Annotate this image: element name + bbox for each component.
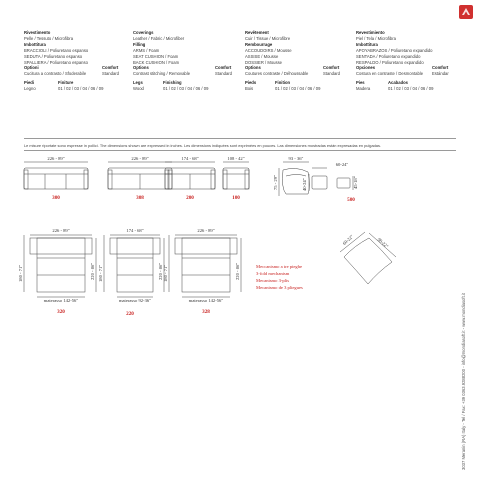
options-title: Opciones [356, 65, 376, 71]
filling-line: APOYABRAZOS / Poliuretano expandido [356, 47, 433, 53]
filling-title: Imbottitura [24, 41, 46, 47]
covering-title: Rivestimento [24, 30, 51, 35]
filling-line: ASSISE / Mousse [245, 53, 279, 59]
width-label: 226 - 89" [131, 156, 149, 161]
sofabed-328-drawing [169, 235, 241, 297]
covering-value: Piel / Tela / Microfibra [356, 35, 396, 41]
mattress-label: materasso 142-56" [188, 298, 224, 303]
open-depth-label: 220 - 86" [235, 262, 240, 280]
mattress-label: materasso 92-36" [118, 298, 152, 303]
sofa-200-drawing [165, 162, 215, 189]
options-value: Cucitura a contrasto / Sfoderabile [24, 71, 87, 77]
filling-line: BACK CUSHION / Foam [133, 59, 180, 65]
legs-value: Bois [245, 86, 254, 92]
filling-title: Imbottitura [356, 41, 378, 47]
sofabed-220-drawing [104, 235, 164, 297]
covering-value: Cuir / Tissue / Microfibre [245, 35, 291, 41]
model-code: 500 [347, 197, 355, 203]
width-label: 226 - 89" [197, 228, 215, 233]
legs-title: Pies [356, 80, 365, 86]
options-title: Optioni [24, 65, 39, 71]
width-label: 226 - 89" [47, 156, 65, 161]
legs-title: Pieds [245, 80, 257, 86]
options-title: Options [245, 65, 261, 71]
covering-value: Leather / Fabric / Microfiber [133, 35, 185, 41]
filling-title: Filling [133, 41, 146, 47]
finish-title: Finishing [163, 80, 182, 86]
options-value: Coutures contraste / Déhoussable [245, 71, 309, 77]
model-code: 220 [126, 311, 134, 317]
filling-line: RESPALDO / Poliuretano expandido [356, 59, 424, 65]
filling-line: SPALLIERA / Poliuretano espanso [24, 59, 88, 65]
comfort-title: Comfort [215, 65, 232, 71]
options-title: Options [133, 65, 149, 71]
sofa-308-drawing [108, 162, 172, 189]
open-depth-label: 220 - 86" [158, 262, 163, 280]
width-label: 226 - 89" [52, 228, 70, 233]
filling-line: SENTADA / Poliuretano expandido [356, 53, 421, 59]
cushion-side-label: 90-22" [376, 236, 390, 249]
finish-value: 01 / 02 / 03 / 04 / 06 / 09 [58, 86, 104, 92]
depth-label: 40-24" [302, 178, 307, 191]
covering-title: Coverings [133, 30, 154, 35]
model-code: 100 [232, 195, 240, 201]
filling-line: ACCOUDOIRS / Mousse [245, 47, 292, 53]
legs-value: Madera [356, 86, 371, 92]
sofabed-320-drawing [24, 235, 96, 297]
legs-value: Wood [133, 86, 144, 92]
filling-line: SEAT CUSHION / Foam [133, 53, 179, 59]
depth-label: 180 - 71" [18, 264, 23, 282]
legs-title: Legs [133, 80, 143, 86]
finish-value: 01 / 02 / 03 / 04 / 06 / 09 [388, 86, 434, 92]
comfort-value: Standard [102, 71, 119, 77]
mechanism-line: 3-fold mechanism [256, 271, 290, 276]
mattress-label: materasso 142-56" [43, 298, 79, 303]
footer-contact-text: 3037 Meranin (RA) Italy - Tel / Fax: +39 0363.9288200 - info@mondiasoft.it - www.mondiasoft.it [461, 293, 466, 470]
width-label: 93 - 36" [288, 156, 304, 161]
options-value: Costura en contraste / Desmontable [356, 71, 424, 77]
options-value: Contrast stitching / Removable [133, 71, 191, 77]
finish-title: Finition [275, 80, 291, 86]
model-code: 200 [186, 195, 194, 201]
legs-value: Legno [24, 86, 36, 92]
width-label: 174 - 68" [181, 156, 199, 161]
model-code: 320 [57, 309, 65, 315]
comfort-value: Standard [323, 71, 340, 77]
depth-label: 75 - 29" [273, 175, 278, 190]
armchair-100-drawing [223, 162, 249, 189]
filling-line: DOSSIER / Mousse [245, 59, 283, 65]
covering-title: Revestimiento [356, 30, 385, 35]
comfort-value: Standard [215, 71, 232, 77]
comfort-value: Estándar [432, 71, 449, 77]
height-label: 45-18" [353, 176, 358, 189]
open-depth-label: 220 - 86" [90, 262, 95, 280]
model-code: 308 [136, 195, 144, 201]
measurement-note: Le misure riportate sono espresse in pollici. The dimensions shown are expressed in inches. Les dimensions indiquées sont exprimées en pouces. Las dimensiones mostradas están expresadas en pulgadas. [24, 143, 381, 148]
width-label: 174 - 68" [126, 228, 144, 233]
filling-line: ARMS / Foam [133, 47, 160, 53]
finish-value: 01 / 02 / 03 / 04 / 06 / 09 [275, 86, 321, 92]
width-label: 108 - 42" [227, 156, 245, 161]
filling-line: BRACCIOLI / Poliuretano espanso [24, 47, 89, 53]
mechanism-line: Meccanismo a tre pieghe [256, 264, 303, 269]
mechanism-line: Mecanismo de 3 pliegues [256, 285, 303, 290]
comfort-title: Comfort [102, 65, 119, 71]
ottoman-500-drawing [309, 168, 353, 191]
depth-label: 180 - 71" [163, 264, 168, 282]
covering-title: Revêtement [245, 30, 269, 35]
filling-line: SEDUTA / Poliuretano espanso [24, 53, 83, 59]
filling-title: Rembourrage [245, 41, 273, 47]
width-label: 60-24" [335, 162, 349, 167]
finish-title: Finiture [58, 80, 74, 86]
comfort-title: Comfort [432, 65, 449, 71]
comfort-title: Comfort [323, 65, 340, 71]
finish-title: Acabados [388, 80, 409, 86]
model-code: 300 [52, 195, 60, 201]
sofa-300-drawing [24, 162, 88, 189]
legs-title: Piedi [24, 80, 35, 86]
covering-value: Pelle / Tessuto / Microfibra [24, 35, 74, 41]
depth-label: 180 - 71" [98, 264, 103, 282]
mechanism-line: Mecanismo 3-plis [256, 278, 290, 283]
model-code: 328 [202, 309, 210, 315]
cushion-side-label: 60-22" [341, 233, 355, 246]
finish-value: 01 / 02 / 03 / 04 / 06 / 09 [163, 86, 209, 92]
